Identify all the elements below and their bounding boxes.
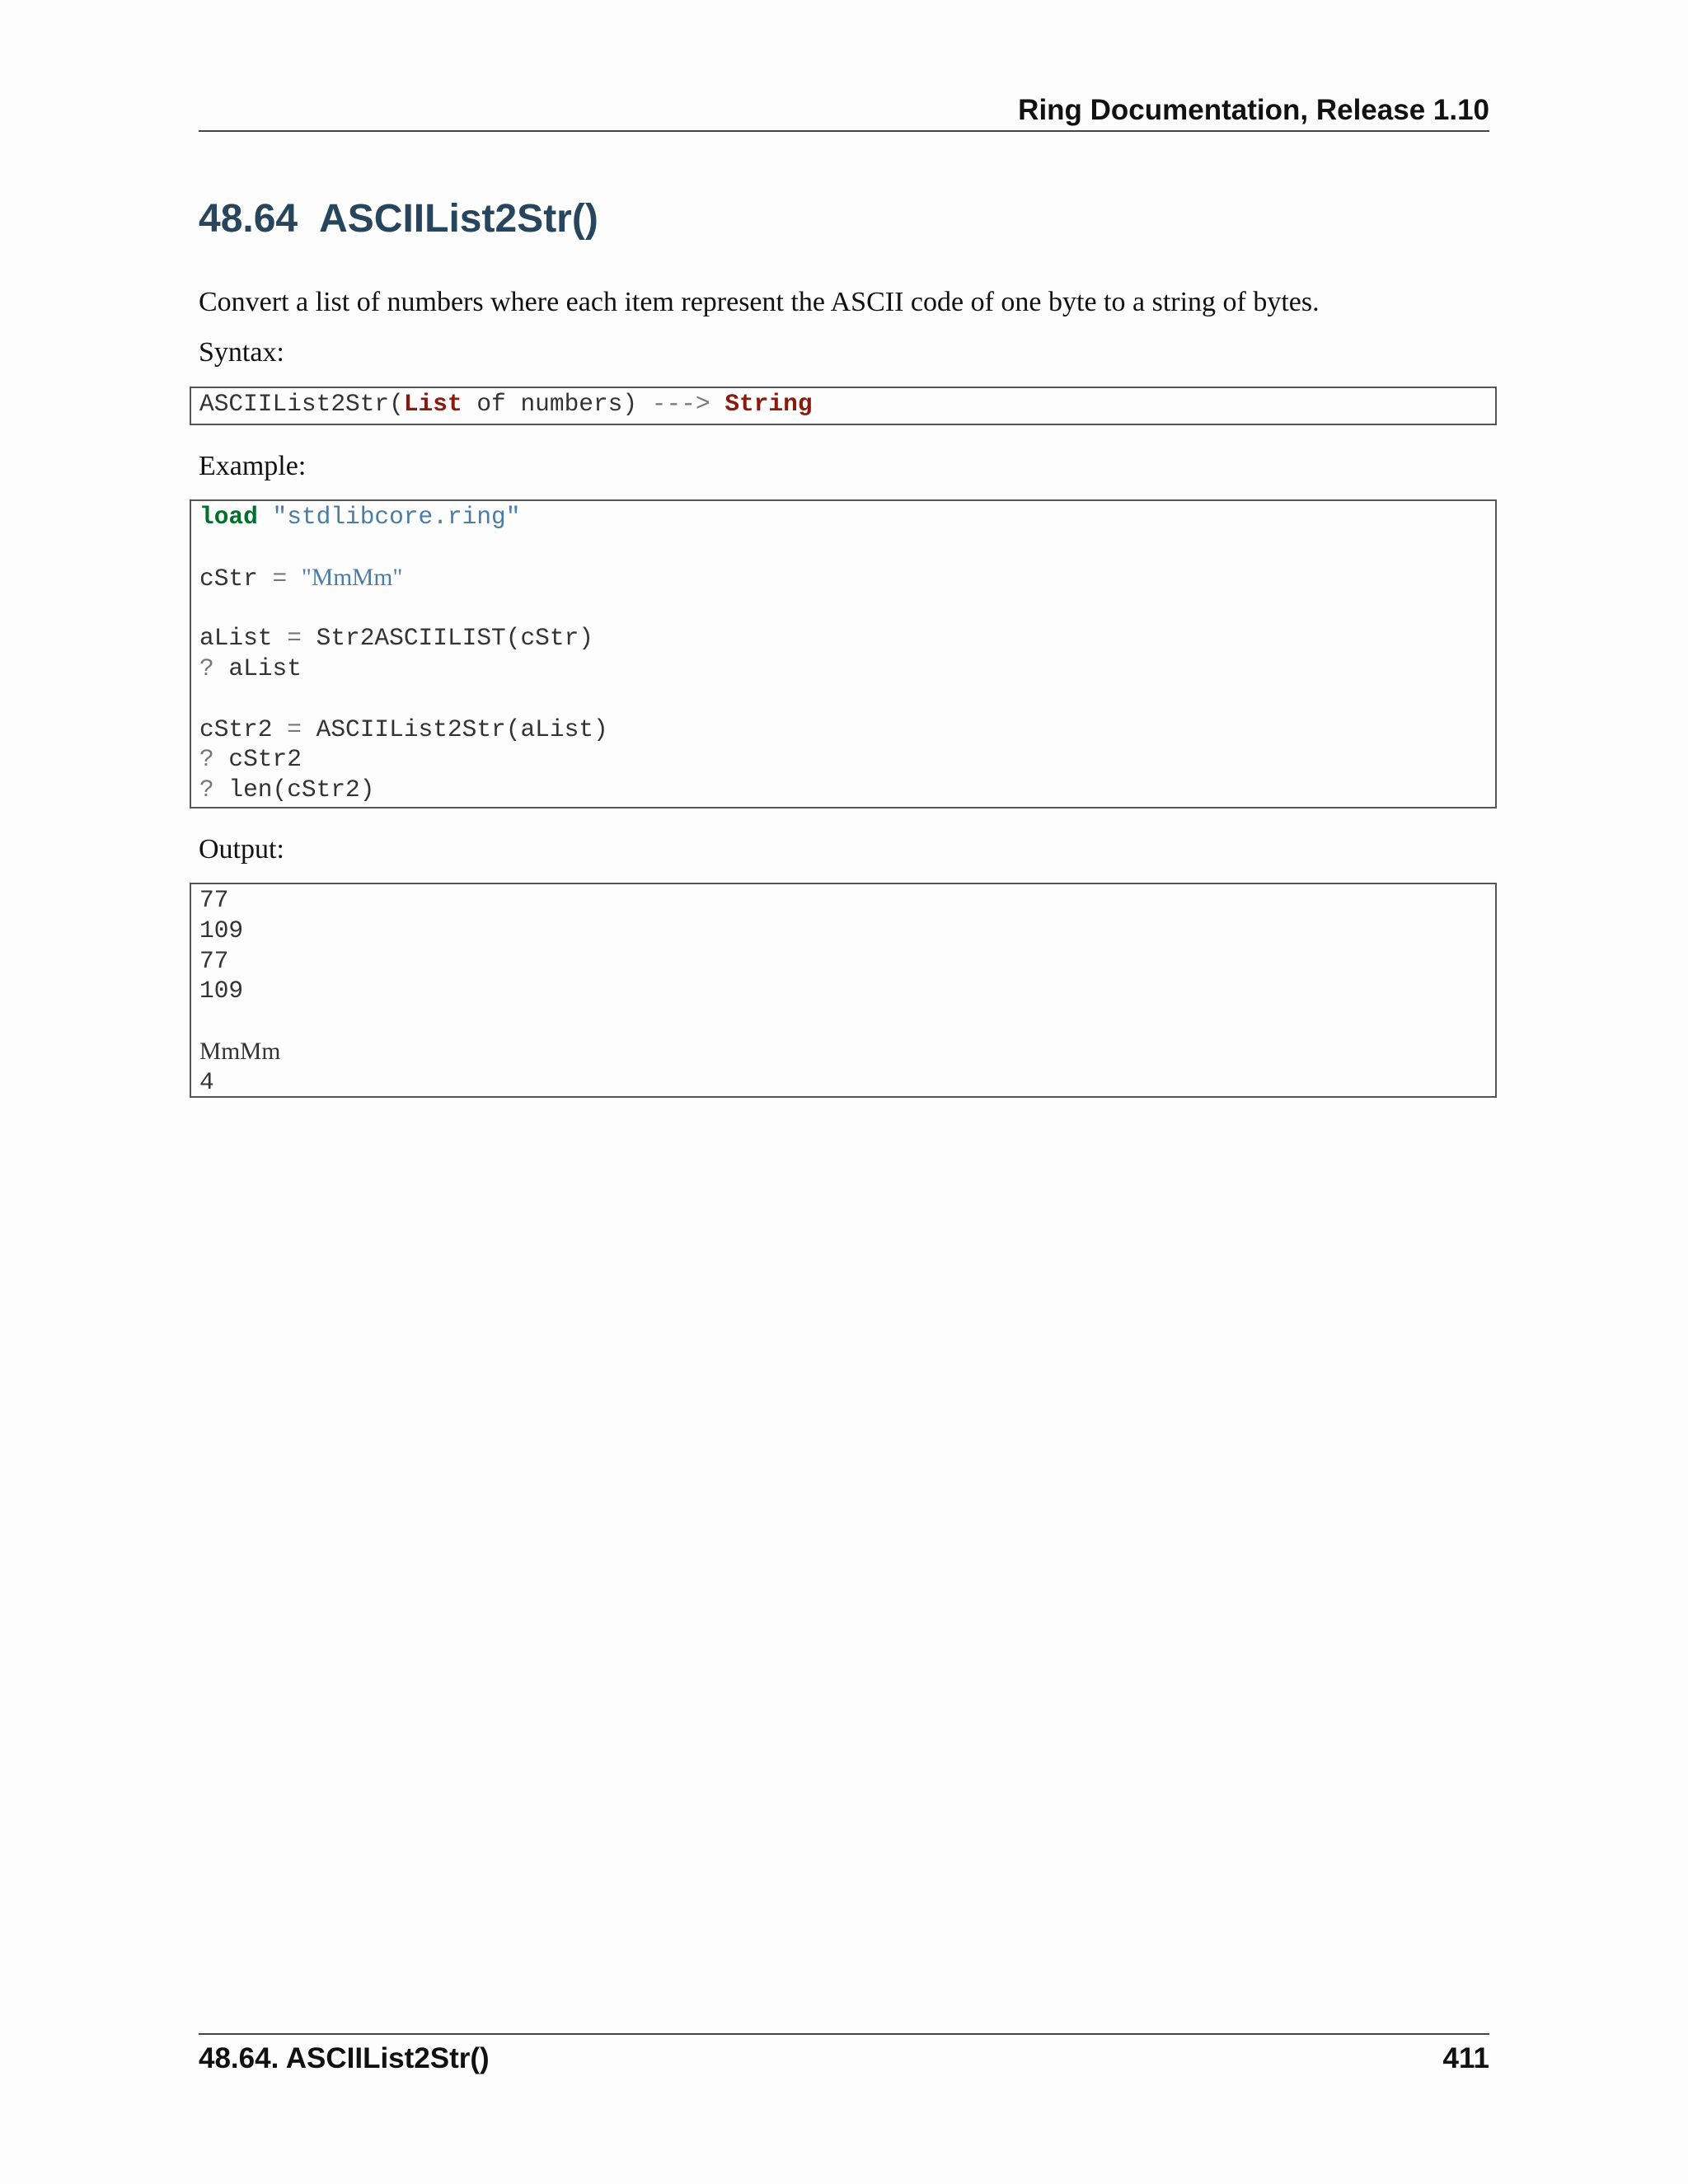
output-line: 77: [199, 946, 229, 975]
code-line-blank: [199, 684, 1487, 715]
code-operator: ?: [199, 654, 214, 682]
example-code-block: [190, 499, 1497, 808]
code-operator: ?: [199, 745, 214, 774]
code-line: [199, 744, 1487, 775]
section-number: 48.64: [199, 197, 298, 241]
code-line: [199, 654, 1487, 684]
code-text: len(cStr2): [213, 776, 375, 804]
output-line: 109: [199, 977, 244, 1005]
code-text: cStr2: [199, 715, 288, 743]
load-keyword: load: [199, 503, 258, 531]
page-number: 411: [1442, 2042, 1489, 2074]
header-rule: [199, 130, 1489, 132]
syntax-type-list: List: [403, 390, 462, 418]
code-line: [199, 623, 1487, 654]
code-text: aList: [213, 654, 302, 682]
code-operator: =: [287, 624, 302, 653]
output-line: MmMm: [199, 1038, 281, 1065]
code-line: [199, 715, 1487, 745]
code-line-blank: [199, 532, 1487, 563]
description-text: Convert a list of numbers where each item represent the ASCII code of one byte to a string of bytes.: [199, 287, 1320, 317]
code-text: ASCIIList2Str(aList): [301, 715, 608, 743]
footer-section: 48.64. ASCIIList2Str(): [199, 2042, 490, 2074]
code-line: [199, 775, 1487, 805]
code-text: cStr: [199, 564, 273, 593]
syntax-type-string: String: [724, 390, 813, 418]
code-string: "MmMm": [301, 564, 403, 591]
code-line: [199, 563, 1487, 593]
code-text: Str2ASCIILIST(cStr): [301, 624, 593, 653]
output-line: 77: [199, 886, 229, 914]
syntax-code-block: [190, 387, 1497, 425]
load-string: "stdlibcore.ring": [272, 503, 521, 531]
footer-rule: [199, 2033, 1489, 2035]
code-line-blank: [199, 593, 1487, 623]
code-text: aList: [199, 624, 288, 653]
example-label: Example:: [199, 451, 307, 481]
output-line: 4: [199, 1067, 214, 1096]
code-operator: ?: [199, 776, 214, 804]
syntax-label: Syntax:: [199, 337, 284, 368]
output-code-block: [190, 883, 1497, 1098]
code-text: cStr2: [213, 745, 302, 774]
code-operator: =: [287, 715, 302, 743]
syntax-line: [199, 389, 1487, 419]
code-operator: =: [272, 564, 288, 593]
syntax-arrow: --->: [651, 390, 710, 418]
syntax-func: ASCIIList2Str(: [199, 390, 404, 418]
running-footer: [199, 2039, 1489, 2079]
output-label: Output:: [199, 834, 284, 865]
output-line: 109: [199, 916, 244, 944]
output-line: [199, 1006, 1487, 1037]
section-name: ASCIIList2Str(): [319, 197, 598, 241]
code-line: [199, 502, 1487, 532]
syntax-params: of numbers): [462, 390, 652, 418]
section-title: [199, 191, 598, 247]
running-header: Ring Documentation, Release 1.10: [1018, 94, 1489, 126]
